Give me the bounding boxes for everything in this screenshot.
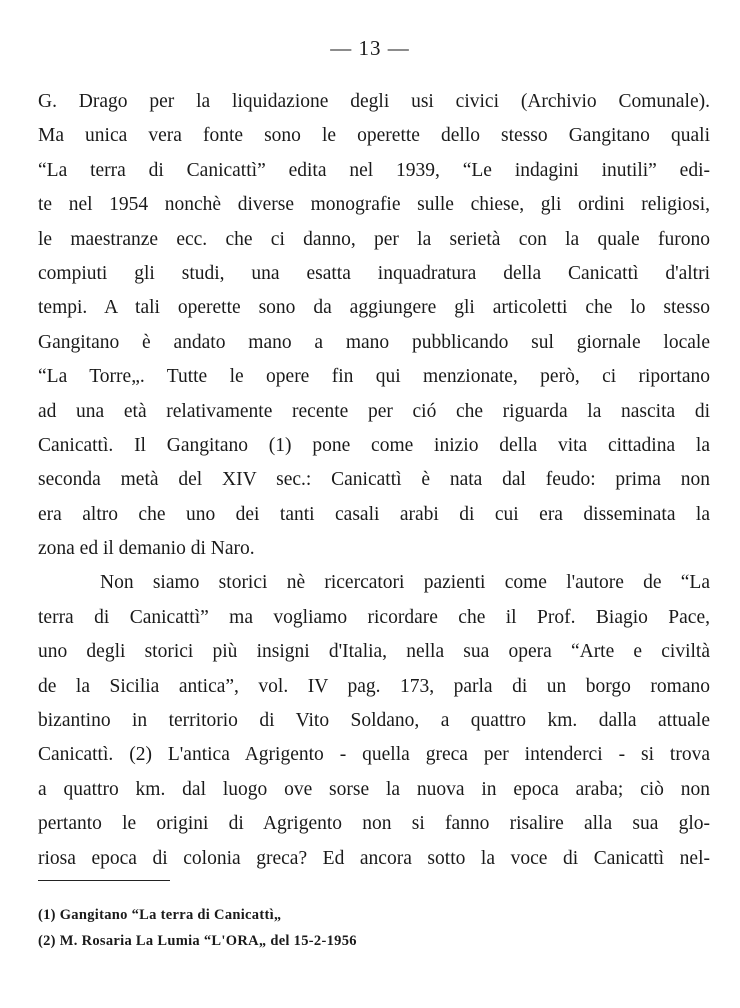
text-line: Canicattì. Il Gangitano (1) pone come inizio della vita cittadina la xyxy=(38,434,710,456)
text-line: ad una età relativamente recente per ció che riguarda la nascita di xyxy=(38,400,710,422)
text-line: a quattro km. dal luogo ove sorse la nuova in epoca araba; ciò non xyxy=(38,778,710,800)
text-line: “La terra di Canicattì” edita nel 1939, “Le indagini inutili” edi- xyxy=(38,159,710,181)
text-line: te nel 1954 nonchè diverse monografie sulle chiese, gli ordini religiosi, xyxy=(38,194,710,216)
text-line: zona ed il demanio di Naro. xyxy=(38,538,255,560)
footnote-divider xyxy=(38,880,170,881)
text-line: terra di Canicattì” ma vogliamo ricordare che il Prof. Biagio Pace, xyxy=(38,606,710,628)
text-line: Gangitano è andato mano a mano pubblicando sul giornale locale xyxy=(38,331,710,353)
text-line: era altro che uno dei tanti casali arabi di cui era disseminata la xyxy=(38,503,710,525)
body-text xyxy=(38,85,710,876)
text-line: seconda metà del XIV sec.: Canicattì è nata dal feudo: prima non xyxy=(38,469,710,491)
text-line: pertanto le origini di Agrigento non si fanno risalire alla sua glo- xyxy=(38,813,710,835)
text-line: tempi. A tali operette sono da aggiungere gli articoletti che lo stesso xyxy=(38,297,710,319)
text-line: bizantino in territorio di Vito Soldano, a quattro km. dalla attuale xyxy=(38,710,710,732)
text-line: uno degli storici più insigni d'Italia, nella sua opera “Arte e civiltà xyxy=(38,641,710,663)
text-line: G. Drago per la liquidazione degli usi civici (Archivio Comunale). xyxy=(38,91,710,112)
text-line: Non siamo storici nè ricercatori pazienti come l'autore de “La xyxy=(100,572,710,594)
text-line: compiuti gli studi, una esatta inquadratura della Canicattì d'altri xyxy=(38,262,710,284)
text-line: Canicattì. (2) L'antica Agrigento - quella greca per intenderci - si trova xyxy=(38,744,710,766)
text-line: “La Torre„. Tutte le opere fin qui menzionate, però, ci riportano xyxy=(38,366,710,388)
text-line: le maestranze ecc. che ci danno, per la serietà con la quale furono xyxy=(38,228,710,250)
text-line: de la Sicilia antica”, vol. IV pag. 173, parla di un borgo romano xyxy=(38,675,710,697)
footnotes xyxy=(38,902,710,954)
footnote-2: (2) M. Rosaria La Lumia “L'ORA„ del 15-2-1956 xyxy=(38,933,357,949)
text-line: riosa epoca di colonia greca? Ed ancora sotto la voce di Canicattì nel- xyxy=(38,847,710,869)
page-number: — 13 — xyxy=(330,36,410,60)
text-line: Ma unica vera fonte sono le operette dello stesso Gangitano quali xyxy=(38,125,710,147)
footnote-1: (1) Gangitano “La terra di Canicattì„ xyxy=(38,907,282,923)
